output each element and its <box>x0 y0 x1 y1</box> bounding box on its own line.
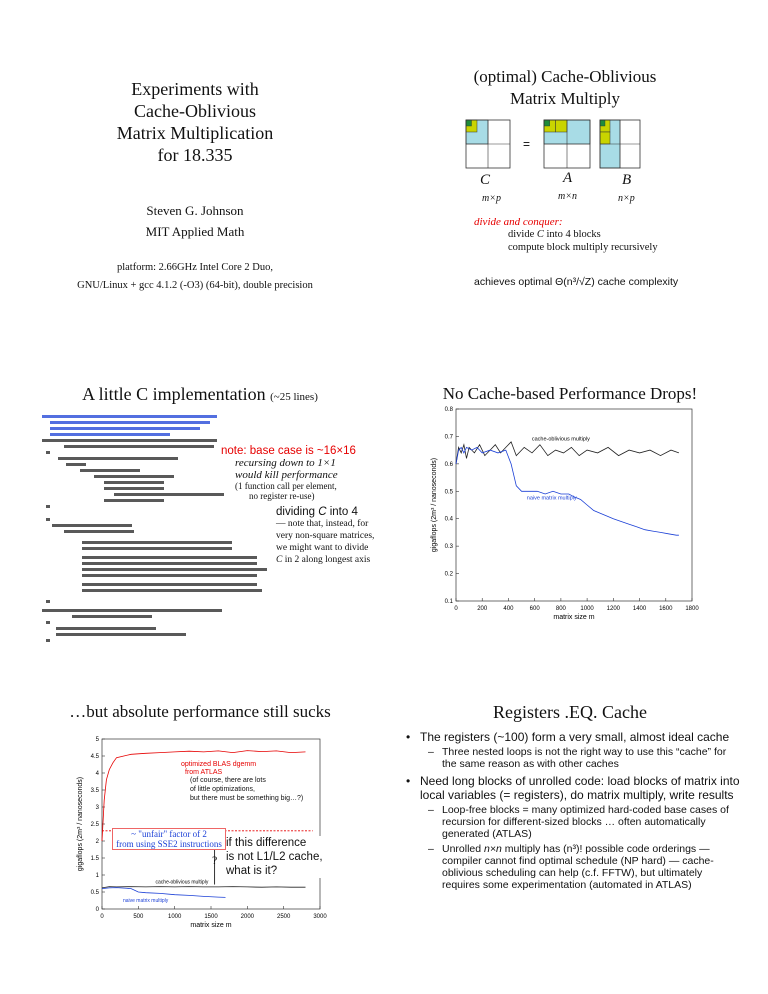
slide6-body <box>406 730 740 895</box>
legend-naive: naive matrix multiply <box>526 495 577 502</box>
chart-no-cache-drops <box>428 405 700 625</box>
dividing-note-line: — note that, instead, for <box>276 519 369 529</box>
slide1-title-line: Cache-Oblivious <box>134 101 256 121</box>
base-case-note-line: would kill performance <box>235 469 338 481</box>
code-line <box>104 499 164 502</box>
code-line <box>82 589 262 592</box>
code-block <box>42 412 217 645</box>
x-tick-label: 1500 <box>204 914 218 920</box>
course-annotation-line: of little optimizations, <box>190 786 255 793</box>
x-tick-label: 500 <box>133 914 144 920</box>
dividing-var2: C <box>276 555 283 565</box>
y-tick-label: 5 <box>95 737 99 743</box>
code-line <box>46 505 50 508</box>
bullet-text: Need long blocks of unrolled code: load blocks of matrix into local variables (= registers), do matrix multiply, write results <box>420 774 740 802</box>
dividing-post2: in 2 along longest axis <box>282 555 371 565</box>
sub-bullet-post: multiply has (n³)! possible code orderings — compiler cannot find optimal schedule (NP hard) — cache-oblivious scheduling can help (c.f. FFTW), but ultimately requires some experimentation (automated in ATLAS) <box>442 843 714 891</box>
course-annotation-line: but there must be something big…?) <box>190 795 304 802</box>
code-line <box>42 609 222 612</box>
code-line <box>56 633 186 636</box>
slide1-title <box>50 78 340 166</box>
dividing-note <box>276 506 376 566</box>
y-tick-label: 1.5 <box>90 856 99 862</box>
slide5-title: …but absolute performance still sucks <box>69 702 331 721</box>
y-axis-label: gigaflops (2m³ / nanoseconds) <box>431 457 438 553</box>
slide2-title-line: Matrix Multiply <box>509 89 621 108</box>
code-line <box>82 547 232 550</box>
x-tick-label: 400 <box>503 606 514 612</box>
code-line <box>46 621 50 624</box>
x-tick-label: 1400 <box>632 606 647 612</box>
code-line <box>50 427 200 430</box>
y-tick-label: 0 <box>95 907 99 913</box>
code-line <box>46 600 50 603</box>
code-line <box>64 445 214 448</box>
base-case-note <box>221 445 371 501</box>
code-line <box>64 530 134 533</box>
code-line <box>82 574 257 577</box>
x-axis-label: matrix size m <box>190 922 232 929</box>
bullet-unrolled <box>406 774 740 891</box>
question-mark: ? <box>212 853 218 867</box>
x-tick-label: 1800 <box>685 606 699 612</box>
sub-bullet <box>420 843 740 891</box>
x-tick-label: 2000 <box>240 914 255 920</box>
author-name: Steven G. Johnson <box>146 203 244 218</box>
difference-annotation <box>226 836 323 878</box>
y-tick-label: 4 <box>95 771 99 777</box>
bullet-text: The registers (~100) form a very small, almost ideal cache <box>420 730 730 744</box>
divide-step-pre: divide <box>508 229 537 240</box>
x-tick-label: 3000 <box>313 914 327 920</box>
x-tick-label: 800 <box>555 606 566 612</box>
x-tick-label: 1000 <box>167 914 182 920</box>
legend-naive: naive matrix multiply <box>122 898 169 905</box>
matrix-a-diagram <box>544 120 590 168</box>
y-tick-label: 3.5 <box>90 788 99 794</box>
code-line <box>94 475 174 478</box>
x-tick-label: 1200 <box>606 606 621 612</box>
y-tick-label: 0.5 <box>90 890 99 896</box>
y-tick-label: 0.3 <box>444 544 453 551</box>
slide6-title: Registers .EQ. Cache <box>493 702 647 722</box>
bullet-registers <box>406 730 740 770</box>
slide3-title-main: A little C implementation <box>82 384 266 404</box>
dividing-note-title <box>276 506 376 518</box>
code-line <box>114 493 224 496</box>
base-case-note-title: note: base case is ~16×16 <box>221 445 356 457</box>
course-annotation-line: (of course, there are lots <box>190 777 266 784</box>
y-tick-label: 0.2 <box>444 571 453 578</box>
code-line <box>42 415 217 418</box>
dividing-note-line: we might want to divide <box>276 543 369 553</box>
blas-annotation <box>181 761 256 777</box>
sub-bullet: – Three nested loops is not the right way to use this “cache” for the same reason as with other caches <box>420 746 740 770</box>
slide2-title-line: (optimal) Cache-Oblivious <box>473 67 657 86</box>
divide-conquer-label: divide and conquer: <box>474 216 563 228</box>
sub-bullet-list <box>420 746 740 770</box>
course-annotation <box>190 776 303 803</box>
dividing-post: into 4 <box>326 506 358 518</box>
code-line <box>82 562 257 565</box>
code-line <box>82 541 232 544</box>
difference-annotation-line: what is it? <box>226 865 278 877</box>
y-tick-label: 0.4 <box>444 516 453 523</box>
slide1-author-block <box>50 200 340 242</box>
author-affiliation: MIT Applied Math <box>145 224 245 239</box>
matrix-c-label: C <box>480 172 491 188</box>
dividing-note-line: very non-square matrices, <box>276 531 375 541</box>
matrix-c-diagram <box>466 120 510 168</box>
difference-annotation-line: if this difference <box>226 837 307 849</box>
equals-sign: = <box>523 137 531 151</box>
code-line <box>66 463 86 466</box>
slide3-title <box>40 384 360 405</box>
slide1-title-line: Experiments with <box>131 79 259 99</box>
platform-line: platform: 2.66GHz Intel Core 2 Duo, <box>116 262 273 273</box>
matrix-a-label: A <box>563 170 573 186</box>
code-line <box>80 469 140 472</box>
series-line <box>102 888 226 898</box>
code-line <box>50 433 170 436</box>
code-line <box>82 568 267 571</box>
y-tick-label: 2.5 <box>90 822 99 828</box>
code-line <box>58 457 178 460</box>
y-tick-label: 0.1 <box>444 599 453 605</box>
code-line <box>56 627 156 630</box>
y-tick-label: 2 <box>95 839 99 845</box>
divide-step <box>508 229 601 240</box>
slide3-title-small: (~25 lines) <box>270 391 318 403</box>
y-tick-label: 3 <box>95 805 99 811</box>
blas-annotation-line: optimized BLAS dgemm <box>181 761 257 768</box>
code-line <box>46 451 50 454</box>
code-line <box>72 615 152 618</box>
x-tick-label: 1000 <box>580 606 594 612</box>
blas-annotation-line: from ATLAS <box>185 769 223 776</box>
code-line <box>82 583 257 586</box>
matrix-b-label: B <box>622 172 632 188</box>
x-tick-label: 2500 <box>276 914 291 920</box>
x-tick-label: 200 <box>477 606 488 612</box>
matrix-b-dim: n×p <box>618 193 635 204</box>
y-tick-label: 0.5 <box>444 489 453 496</box>
x-axis-label: matrix size m <box>553 614 595 621</box>
difference-annotation-line: is not L1/L2 cache, <box>226 851 323 863</box>
slide1-platform <box>40 259 350 295</box>
y-tick-label: 0.8 <box>444 407 453 413</box>
platform-line: GNU/Linux + gcc 4.1.2 (-O3) (64-bit), double precision <box>77 280 313 291</box>
sse2-annotation <box>112 828 226 850</box>
matrix-c-dim: m×p <box>482 193 501 204</box>
series-line <box>102 887 306 888</box>
base-case-note-line: no register re-use) <box>249 491 315 501</box>
matrix-a-dim: m×n <box>558 191 577 202</box>
x-tick-label: 600 <box>529 606 540 612</box>
base-case-note-line: recursing down to 1×1 <box>235 457 336 469</box>
sub-bullet-pre: Unrolled <box>442 843 485 855</box>
y-tick-label: 0.7 <box>444 434 453 441</box>
dividing-pre: dividing <box>276 506 319 518</box>
y-tick-label: 1 <box>95 873 99 879</box>
dividing-note-line <box>276 554 376 566</box>
base-case-note-line: (1 function call per element, <box>235 481 337 491</box>
dividing-var: C <box>318 506 327 518</box>
legend-cache-oblivious: cache-oblivious multiply <box>155 879 209 886</box>
x-tick-label: 1600 <box>659 606 673 612</box>
code-line <box>50 421 210 424</box>
sse2-annotation-line: from using SSE2 instructions <box>116 839 222 849</box>
sub-bullet: – Loop-free blocks = many optimized hard-coded base cases of recursion for different-sized blocks … often automatically generated (ATLAS) <box>420 804 740 840</box>
slide4-title: No Cache-based Performance Drops! <box>442 384 698 403</box>
x-tick-label: 0 <box>454 606 458 612</box>
optimal-complexity: achieves optimal Θ(n³/√Z) cache complexity <box>474 276 679 288</box>
sse2-annotation-line: ~ "unfair" factor of 2 <box>131 829 207 839</box>
y-axis-label: gigaflops (2m³ / nanoseconds) <box>77 776 84 872</box>
series-line <box>456 442 679 464</box>
y-tick-label: 0.6 <box>444 461 453 468</box>
code-line <box>42 439 217 442</box>
slide1-title-line: Matrix Multiplication <box>116 123 274 143</box>
sub-bullet-var: n×n <box>484 843 502 855</box>
code-line <box>46 639 50 642</box>
legend-cache-oblivious: cache-oblivious multiply <box>531 436 590 443</box>
matrix-b-diagram <box>600 120 640 168</box>
x-tick-label: 0 <box>100 914 104 920</box>
slide1-title-line: for 18.335 <box>157 145 233 165</box>
code-line <box>104 481 164 484</box>
slide6-bullet-list <box>406 730 740 891</box>
recurse-step: compute block multiply recursively <box>508 242 658 253</box>
divide-step-post: into 4 blocks <box>543 229 601 240</box>
code-line <box>46 518 50 521</box>
code-line <box>82 556 257 559</box>
code-line <box>52 524 132 527</box>
sub-bullet-list <box>420 804 740 891</box>
y-tick-label: 4.5 <box>90 754 99 760</box>
divide-step-var: C <box>536 229 544 240</box>
code-line <box>104 487 164 490</box>
slide2-title <box>420 66 710 110</box>
series-line <box>456 447 679 535</box>
